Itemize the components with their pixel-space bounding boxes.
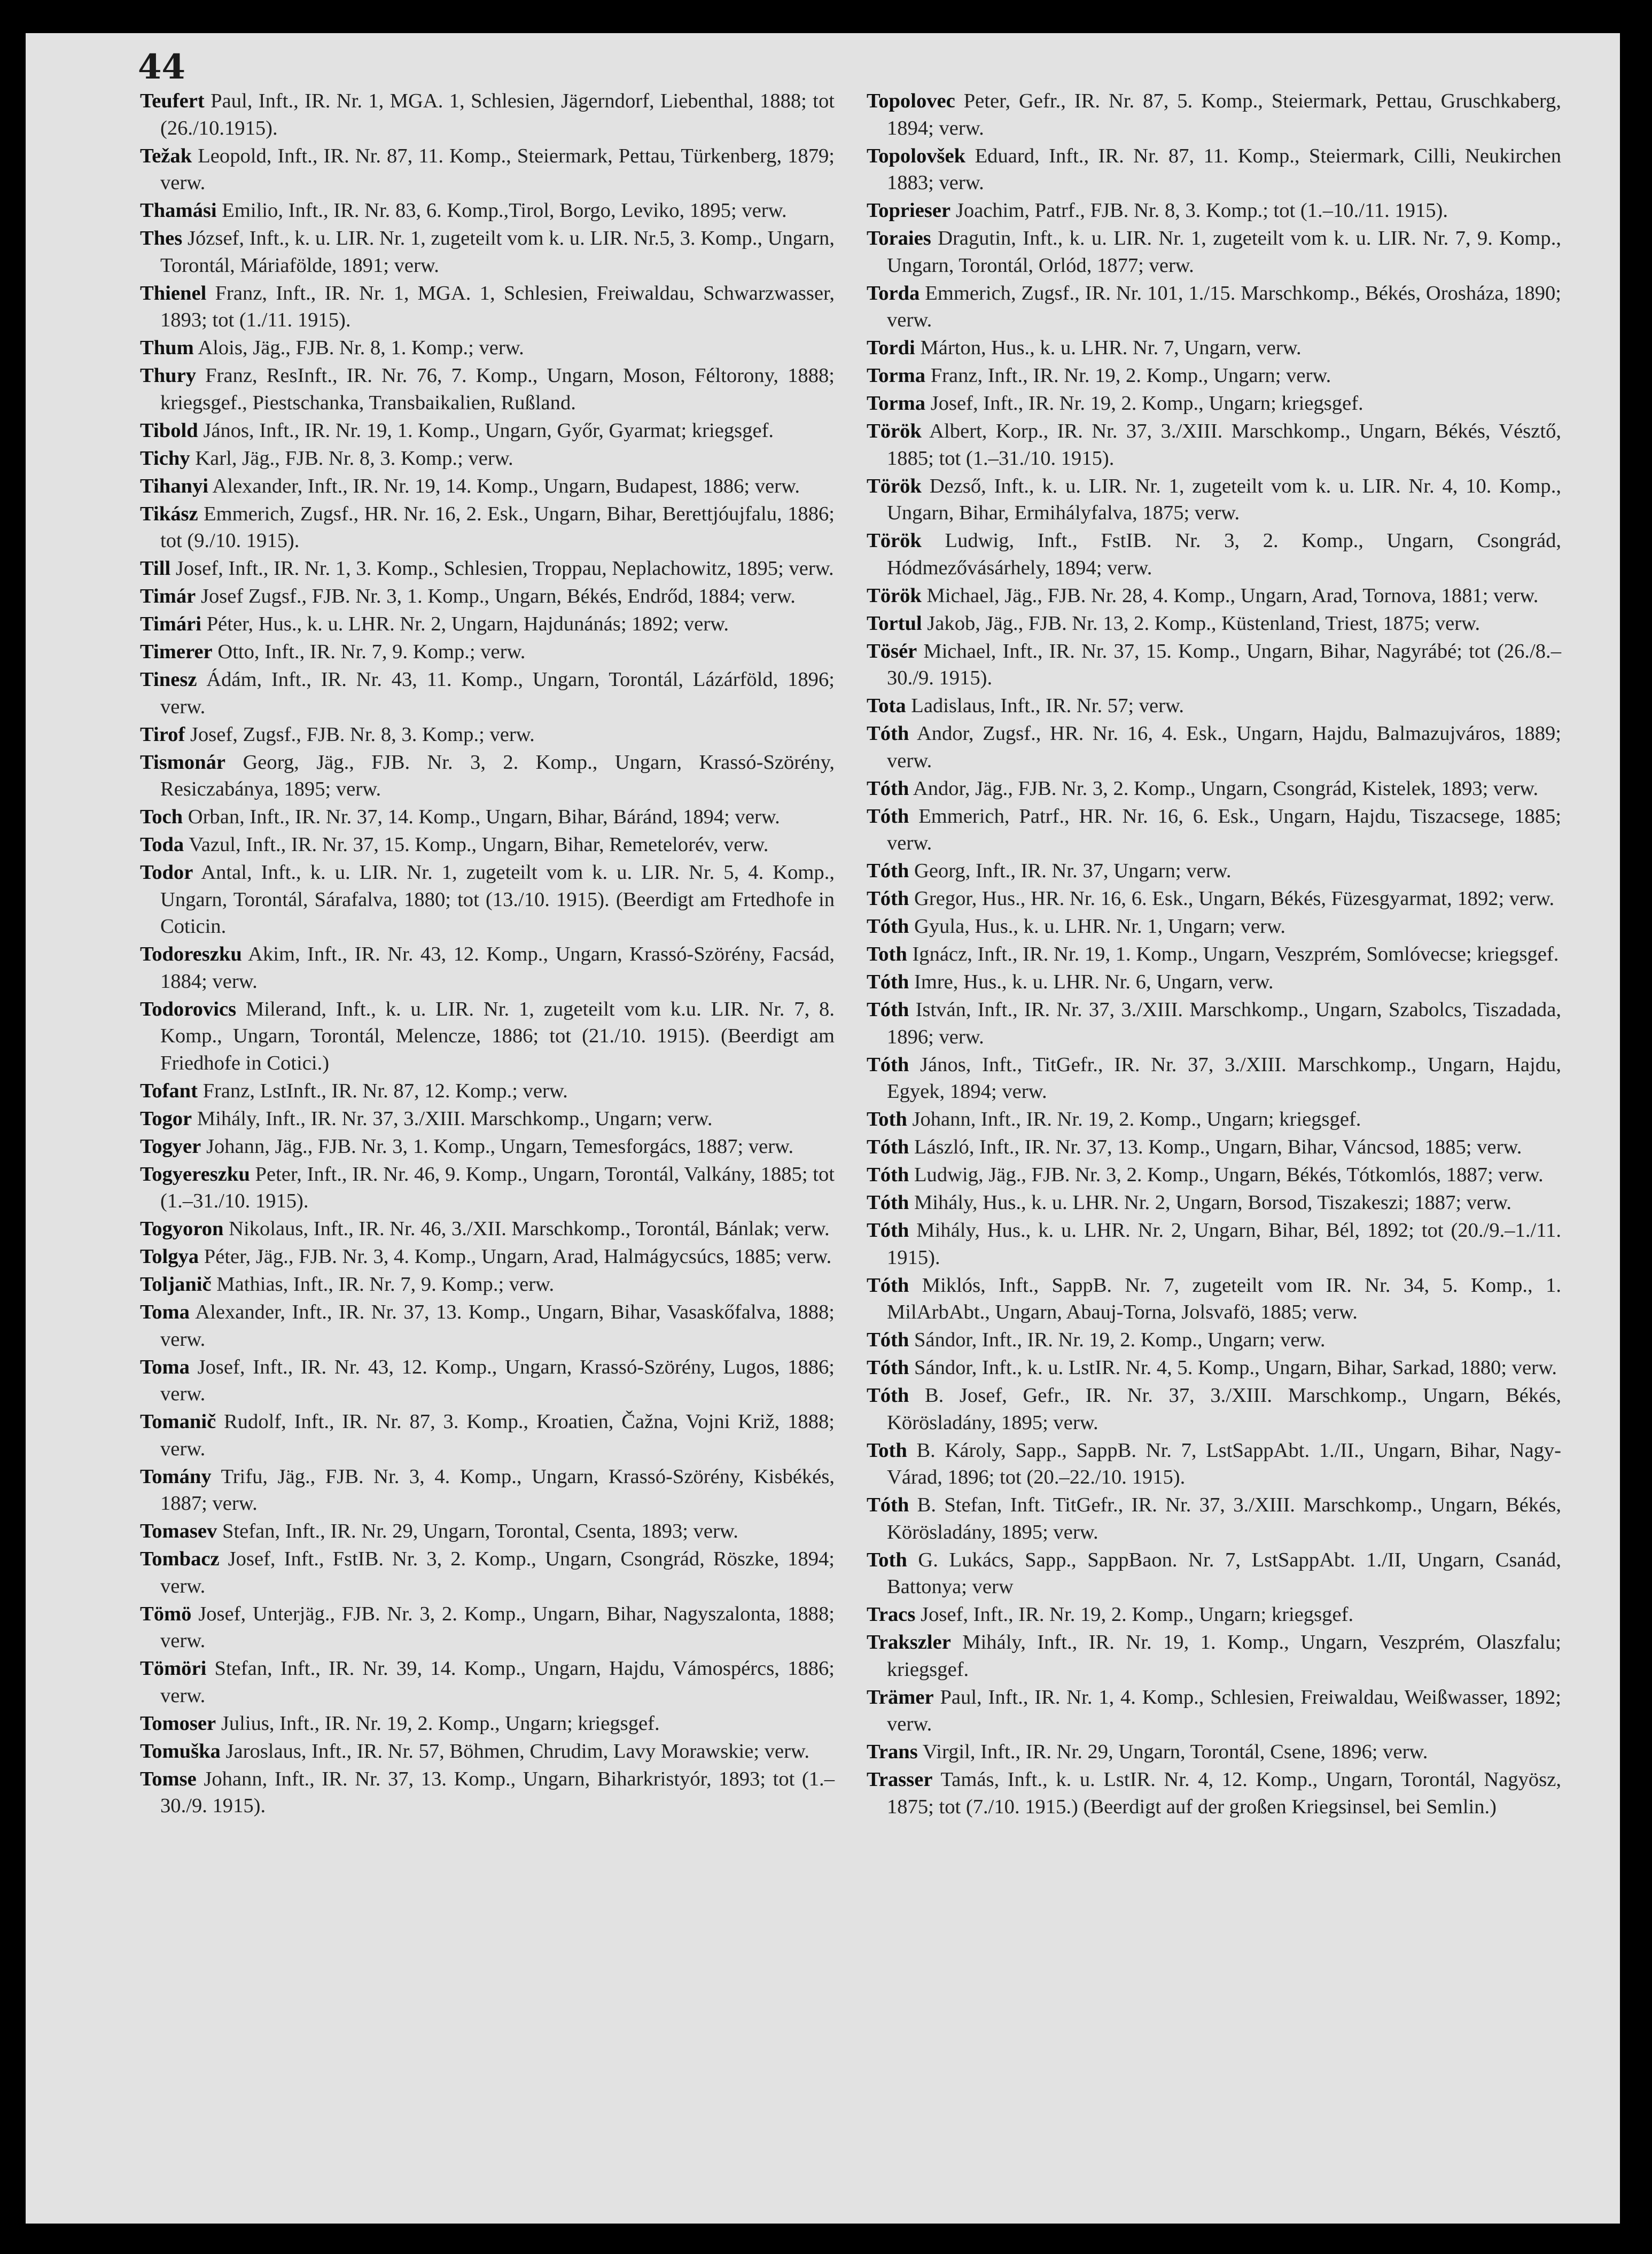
entry-surname: Tomoser [140, 1712, 216, 1735]
list-item [867, 610, 1561, 637]
entry-details: Gregor, Hus., HR. Nr. 16, 6. Esk., Ungarn, Békés, Füzesgyarmat, 1892; verw. [914, 887, 1555, 910]
entry-surname: Tordi [867, 337, 915, 359]
list-item [140, 1766, 835, 1820]
entry-details: Emmerich, Zugsf., HR. Nr. 16, 2. Esk., Ungarn, Bihar, Berettjóujfalu, 1886; tot (9./10. 1915). [160, 502, 835, 552]
list-item [140, 638, 835, 666]
entry-details: Miklós, Inft., SappB. Nr. 7, zugeteilt vom IR. Nr. 34, 5. Komp., 1. MilArbAbt., Ungarn, Abauj-Torna, Jolsvafö, 1885; verw. [887, 1274, 1561, 1323]
entry-details: Márton, Hus., k. u. LHR. Nr. 7, Ungarn, verw. [920, 337, 1302, 359]
list-item [140, 280, 835, 334]
list-item [867, 473, 1561, 527]
entry-details: Franz, Inft., IR. Nr. 1, MGA. 1, Schlesien, Freiwaldau, Schwarzwasser, 1893; tot (1./11. 1915). [160, 282, 835, 331]
entry-details: B. Stefan, Inft. TitGefr., IR. Nr. 37, 3./XIII. Marschkomp., Ungarn, Békés, Körösladány, 1895; verw. [887, 1494, 1562, 1543]
entry-surname: Toprieser [867, 199, 951, 222]
entry-surname: Tortul [867, 612, 922, 635]
entry-details: Emmerich, Zugsf., IR. Nr. 101, 1./15. Marschkomp., Békés, Orosháza, 1890; verw. [887, 282, 1561, 331]
entry-details: Sándor, Inft., k. u. LstIR. Nr. 4, 5. Komp., Ungarn, Bihar, Sarkad, 1880; verw. [914, 1356, 1557, 1379]
entry-surname: Togyereszku [140, 1163, 250, 1186]
entry-details: Dezső, Inft., k. u. LIR. Nr. 1, zugeteilt vom k. u. LIR. Nr. 4, 10. Komp., Ungarn, Bihar, Ermihályfalva, 1875; verw. [887, 474, 1561, 524]
list-item [867, 1547, 1561, 1601]
entry-surname: Tibold [140, 419, 198, 442]
entry-surname: Torma [867, 392, 926, 415]
entry-details: Emilio, Inft., IR. Nr. 83, 6. Komp.,Tirol, Borgo, Leviko, 1895; verw. [222, 199, 787, 222]
entry-details: Andor, Jäg., FJB. Nr. 3, 2. Komp., Ungarn, Csongrád, Kistelek, 1893; verw. [913, 777, 1539, 800]
entry-details: Mihály, Hus., k. u. LHR. Nr. 2, Ungarn, Borsod, Tiszakeszi; 1887; verw. [914, 1191, 1511, 1214]
list-item [867, 857, 1561, 885]
entry-details: Milerand, Inft., k. u. LIR. Nr. 1, zugeteilt vom k.u. LIR. Nr. 7, 8. Komp., Ungarn, Torontál, Melencze, 1886; tot (21./10. 1915). (Beerdigt am Friedhofe in Cotici.) [160, 997, 835, 1074]
entry-details: Nikolaus, Inft., IR. Nr. 46, 3./XII. Marschkomp., Torontál, Bánlak; verw. [229, 1218, 830, 1240]
entry-surname: Topolovšek [867, 144, 966, 167]
list-item [140, 334, 835, 362]
entry-details: Stefan, Inft., IR. Nr. 39, 14. Komp., Ungarn, Hajdu, Vámospércs, 1886; verw. [160, 1657, 835, 1707]
entry-surname: Todorovics [140, 997, 237, 1020]
entry-surname: Tösér [867, 639, 917, 662]
entry-surname: Todor [140, 861, 193, 884]
entry-details: Paul, Inft., IR. Nr. 1, MGA. 1, Schlesien, Jägerndorf, Liebenthal, 1888; tot (26./10.1915). [160, 90, 835, 139]
entry-surname: Thury [140, 364, 197, 387]
entry-surname: Topolovec [867, 90, 955, 112]
entry-surname: Tomasev [140, 1520, 217, 1542]
list-item [867, 418, 1561, 472]
entry-surname: Till [140, 557, 171, 580]
entry-surname: Török [867, 584, 922, 607]
entry-surname: Török [867, 529, 922, 552]
entry-surname: Tomuška [140, 1740, 221, 1762]
list-item [867, 1161, 1561, 1189]
entry-details: G. Lukács, Sapp., SappBaon. Nr. 7, LstSappAbt. 1./II, Ungarn, Csanád, Battonya; verw [887, 1548, 1561, 1598]
entry-details: Ludwig, Inft., FstIB. Nr. 3, 2. Komp., Ungarn, Csongrád, Hódmezővásárhely, 1894; verw. [887, 529, 1562, 579]
list-item [140, 445, 835, 472]
entry-surname: Thamási [140, 199, 217, 222]
entry-surname: Torma [867, 364, 926, 387]
entry-details: Joachim, Patrf., FJB. Nr. 8, 3. Komp.; tot (1.–10./11. 1915). [955, 199, 1448, 222]
list-item [867, 1106, 1561, 1133]
entry-surname: Tóth [867, 1191, 909, 1214]
entry-surname: Tihanyi [140, 474, 208, 497]
list-item [140, 1299, 835, 1353]
list-item [140, 941, 835, 995]
list-item [140, 1738, 835, 1765]
list-item [867, 1382, 1561, 1436]
list-item [140, 1078, 835, 1105]
list-item [867, 1272, 1561, 1326]
list-item [867, 88, 1561, 142]
entry-details: Josef, Inft., IR. Nr. 43, 12. Komp., Ungarn, Krassó-Szörény, Lugos, 1886; verw. [160, 1355, 835, 1405]
entry-details: Johann, Inft., IR. Nr. 19, 2. Komp., Ungarn; kriegsgef. [912, 1108, 1361, 1130]
entry-surname: Tracs [867, 1603, 916, 1626]
list-item [140, 1215, 835, 1243]
entry-details: Albert, Korp., IR. Nr. 37, 3./XIII. Marschkomp., Ungarn, Békés, Vésztő, 1885; tot (1.–31./10. 1915). [887, 420, 1562, 470]
entry-surname: Toma [140, 1355, 190, 1378]
list-item [140, 1546, 835, 1600]
entry-details: János, Inft., IR. Nr. 19, 1. Komp., Ungarn, Győr, Gyarmat; kriegsgef. [203, 419, 774, 442]
entry-details: Georg, Inft., IR. Nr. 37, Ungarn; verw. [914, 860, 1232, 882]
list-item [140, 583, 835, 610]
entry-surname: Tomány [140, 1465, 212, 1488]
entry-surname: Trakszler [867, 1631, 951, 1654]
entry-surname: Tóth [867, 1384, 909, 1407]
list-item [140, 1161, 835, 1215]
entry-details: Ludwig, Jäg., FJB. Nr. 3, 2. Komp., Ungarn, Békés, Tótkomlós, 1887; verw. [914, 1164, 1544, 1186]
entry-details: Orban, Inft., IR. Nr. 37, 14. Komp., Ungarn, Bihar, Báránd, 1894; verw. [188, 806, 780, 828]
list-item [140, 197, 835, 224]
entry-details: Michael, Inft., IR. Nr. 37, 15. Komp., Ungarn, Bihar, Nagyrábé; tot (26./8.–30./9. 1915). [887, 639, 1561, 689]
list-item [140, 473, 835, 500]
entry-surname: Tóth [867, 777, 909, 800]
entry-details: Mihály, Inft., IR. Nr. 19, 1. Komp., Ungarn, Veszprém, Olaszfalu; kriegsgef. [887, 1631, 1561, 1681]
list-item [867, 1134, 1561, 1161]
entry-surname: Török [867, 420, 922, 442]
entry-details: Georg, Jäg., FJB. Nr. 3, 2. Komp., Ungarn, Krassó-Szörény, Resiczabánya, 1895; verw. [160, 751, 835, 800]
list-item [867, 1354, 1561, 1382]
entry-details: Josef, Unterjäg., FJB. Nr. 3, 2. Komp., Ungarn, Bihar, Nagyszalonta, 1888; verw. [160, 1602, 835, 1652]
entry-surname: Tomse [140, 1767, 197, 1790]
entry-details: Alexander, Inft., IR. Nr. 19, 14. Komp., Ungarn, Budapest, 1886; verw. [212, 474, 800, 497]
entry-surname: Toth [867, 943, 907, 965]
entry-details: Stefan, Inft., IR. Nr. 29, Ungarn, Torontal, Csenta, 1893; verw. [222, 1520, 738, 1542]
entry-surname: Tirof [140, 723, 185, 746]
entry-surname: Torda [867, 282, 920, 305]
list-item [867, 527, 1561, 581]
entry-surname: Todoreszku [140, 943, 242, 965]
list-item [140, 225, 835, 279]
entry-surname: Thum [140, 337, 194, 359]
entry-surname: Tolgya [140, 1245, 199, 1268]
entry-details: Josef, Inft., IR. Nr. 19, 2. Komp., Ungarn; kriegsgef. [930, 392, 1363, 415]
list-item [867, 197, 1561, 224]
entry-surname: Tóth [867, 722, 909, 745]
list-item [867, 1601, 1561, 1628]
entry-details: Rudolf, Inft., IR. Nr. 87, 3. Komp., Kroatien, Čažna, Vojni Križ, 1888; verw. [160, 1410, 835, 1460]
entry-details: Sándor, Inft., IR. Nr. 19, 2. Komp., Ungarn; verw. [914, 1329, 1326, 1351]
entry-details: Dragutin, Inft., k. u. LIR. Nr. 1, zugeteilt vom k. u. LIR. Nr. 7, 9. Komp., Ungarn, Torontál, Orlód, 1877; verw. [887, 227, 1561, 277]
entry-surname: Trans [867, 1741, 918, 1763]
entry-surname: Trämer [867, 1686, 934, 1709]
entry-surname: Tóth [867, 1329, 909, 1351]
list-item [140, 1601, 835, 1655]
list-item [867, 225, 1561, 279]
entry-surname: Tichy [140, 447, 190, 470]
list-item [867, 941, 1561, 968]
entry-details: Josef Zugsf., FJB. Nr. 3, 1. Komp., Ungarn, Békés, Endrőd, 1884; verw. [200, 585, 796, 607]
entry-details: Karl, Jäg., FJB. Nr. 8, 3. Komp.; verw. [195, 447, 513, 470]
entry-details: Peter, Inft., IR. Nr. 46, 9. Komp., Ungarn, Torontál, Valkány, 1885; tot (1.–31./10. 1915). [160, 1163, 835, 1212]
entry-details: Mathias, Inft., IR. Nr. 7, 9. Komp.; verw. [216, 1273, 555, 1296]
list-item [867, 803, 1561, 857]
entry-surname: Tóth [867, 805, 909, 828]
list-item [867, 362, 1561, 389]
entry-details: Alois, Jäg., FJB. Nr. 8, 1. Komp.; verw. [198, 337, 524, 359]
list-item [867, 1684, 1561, 1738]
list-item [140, 501, 835, 555]
entry-surname: Tota [867, 695, 906, 717]
entry-details: Péter, Hus., k. u. LHR. Nr. 2, Ungarn, Hajdunánás; 1892; verw. [206, 613, 729, 635]
list-item [867, 885, 1561, 912]
list-item [140, 1133, 835, 1160]
list-item [140, 804, 835, 831]
entry-surname: Tóth [867, 1164, 909, 1186]
list-item [867, 1738, 1561, 1766]
list-item [867, 692, 1561, 720]
entry-details: Virgil, Inft., IR. Nr. 29, Ungarn, Torontál, Csene, 1896; verw. [922, 1741, 1428, 1763]
entry-surname: Tinesz [140, 668, 197, 691]
entry-details: István, Inft., IR. Nr. 37, 3./XIII. Marschkomp., Ungarn, Szabolcs, Tiszadada, 1896; verw. [887, 999, 1561, 1048]
page-number: 44 [138, 47, 186, 87]
list-item [140, 831, 835, 859]
list-item [867, 1766, 1561, 1820]
entry-details: Johann, Jäg., FJB. Nr. 3, 1. Komp., Ungarn, Temesforgács, 1887; verw. [206, 1135, 794, 1158]
entry-surname: Toth [867, 1439, 907, 1462]
list-item [140, 1710, 835, 1737]
entry-details: Franz, ResInft., IR. Nr. 76, 7. Komp., Ungarn, Moson, Féltorony, 1888; kriegsgef., Piestschanka, Transbaikalien, Rußland. [160, 364, 835, 414]
entry-details: Ignácz, Inft., IR. Nr. 19, 1. Komp., Ungarn, Veszprém, Somlóvecse; kriegsgef. [912, 943, 1559, 965]
list-item [140, 1463, 835, 1517]
list-item [140, 1105, 835, 1133]
entry-details: Alexander, Inft., IR. Nr. 37, 13. Komp., Ungarn, Bihar, Vasaskőfalva, 1888; verw. [160, 1301, 835, 1351]
entry-details: Josef, Inft., IR. Nr. 1, 3. Komp., Schlesien, Troppau, Neplachowitz, 1895; verw. [175, 557, 834, 580]
entry-surname: Tóth [867, 915, 909, 938]
entry-details: B. Károly, Sapp., SappB. Nr. 7, LstSappAbt. 1./II., Ungarn, Bihar, Nagy-Várad, 1896; tot (20.–22./10. 1915). [887, 1439, 1561, 1488]
list-item [867, 638, 1561, 692]
entry-surname: Toth [867, 1108, 907, 1130]
list-item [867, 1217, 1561, 1271]
entry-surname: Tóth [867, 887, 909, 910]
column-right [867, 88, 1561, 1821]
entry-surname: Tóth [867, 1356, 909, 1379]
list-item [867, 1189, 1561, 1216]
entry-details: Akim, Inft., IR. Nr. 43, 12. Komp., Ungarn, Krassó-Szörény, Facsád, 1884; verw. [160, 943, 835, 993]
entry-details: Paul, Inft., IR. Nr. 1, 4. Komp., Schlesien, Freiwaldau, Weißwasser, 1892; verw. [887, 1686, 1561, 1735]
entry-surname: Timerer [140, 641, 213, 663]
list-item [140, 1243, 835, 1270]
entry-surname: Tikász [140, 502, 198, 525]
list-item [140, 1655, 835, 1709]
entry-surname: Tóth [867, 1219, 909, 1242]
list-item [140, 555, 835, 582]
entry-surname: Thienel [140, 282, 207, 305]
entry-details: Johann, Inft., IR. Nr. 37, 13. Komp., Ungarn, Biharkristyór, 1893; tot (1.–30./9. 1915). [160, 1767, 835, 1817]
list-item [867, 1327, 1561, 1354]
entry-surname: Tömöri [140, 1657, 207, 1680]
entry-surname: Török [867, 474, 922, 497]
list-item [867, 390, 1561, 417]
list-item [140, 859, 835, 940]
entry-details: László, Inft., IR. Nr. 37, 13. Komp., Ungarn, Bihar, Váncsod, 1885; verw. [914, 1136, 1522, 1158]
entry-details: Franz, LstInft., IR. Nr. 87, 12. Komp.; verw. [202, 1079, 568, 1102]
list-item [867, 1629, 1561, 1683]
entry-surname: Thes [140, 227, 183, 249]
list-item [867, 913, 1561, 940]
list-item [867, 1492, 1561, 1546]
list-item [867, 720, 1561, 774]
list-item [867, 143, 1561, 197]
entry-details: Mihály, Hus., k. u. LHR. Nr. 2, Ungarn, Bihar, Bél, 1892; tot (20./9.–1./11. 1915). [887, 1219, 1561, 1269]
list-item [140, 362, 835, 416]
entry-details: Trifu, Jäg., FJB. Nr. 3, 4. Komp., Ungarn, Krassó-Szörény, Kisbékés, 1887; verw. [160, 1465, 835, 1515]
list-item [867, 582, 1561, 610]
column-left [140, 88, 835, 1820]
entry-surname: Teufert [140, 90, 205, 112]
entry-surname: Timár [140, 585, 196, 607]
list-item [867, 1051, 1561, 1105]
entry-surname: Toraies [867, 227, 931, 249]
entry-surname: Tofant [140, 1079, 198, 1102]
list-item [140, 1271, 835, 1298]
entry-surname: Toljanič [140, 1273, 212, 1296]
list-item [140, 1354, 835, 1408]
entry-surname: Trasser [867, 1768, 933, 1791]
entry-details: Antal, Inft., k. u. LIR. Nr. 1, zugeteilt vom k. u. LIR. Nr. 5, 4. Komp., Ungarn, Torontál, Sárafalva, 1880; tot (13./10. 1915). (Beerdigt am Frtedhofe in Coticin. [160, 861, 835, 938]
entry-details: Peter, Gefr., IR. Nr. 87, 5. Komp., Steiermark, Pettau, Gruschkaberg, 1894; verw. [887, 90, 1561, 139]
entry-surname: Tóth [867, 999, 909, 1021]
list-item [867, 996, 1561, 1050]
entry-details: B. Josef, Gefr., IR. Nr. 37, 3./XIII. Marschkomp., Ungarn, Békés, Körösladány, 1895; verw. [887, 1384, 1561, 1434]
entry-surname: Tombacz [140, 1548, 220, 1570]
entry-details: Péter, Jäg., FJB. Nr. 3, 4. Komp., Ungarn, Arad, Halmágycsúcs, 1885; verw. [204, 1245, 832, 1268]
entry-details: Michael, Jäg., FJB. Nr. 28, 4. Komp., Ungarn, Arad, Tornova, 1881; verw. [926, 584, 1539, 607]
entry-surname: Tóth [867, 1274, 909, 1297]
entry-details: Josef, Zugsf., FJB. Nr. 8, 3. Komp.; verw. [190, 723, 535, 746]
entry-details: Otto, Inft., IR. Nr. 7, 9. Komp.; verw. [217, 641, 526, 663]
entry-details: Tamás, Inft., k. u. LstIR. Nr. 4, 12. Komp., Ungarn, Torontál, Nagyösz, 1875; tot (7./10. 1915.) (Beerdigt auf der großen Kriegsinsel, bei Semlin.) [887, 1768, 1561, 1818]
list-item [140, 666, 835, 720]
list-item [867, 280, 1561, 334]
entry-surname: Toma [140, 1301, 190, 1323]
entry-surname: Toch [140, 806, 183, 828]
list-item [140, 996, 835, 1077]
list-item [140, 417, 835, 444]
list-item [140, 749, 835, 803]
entry-details: Ladislaus, Inft., IR. Nr. 57; verw. [911, 695, 1184, 717]
entry-surname: Toth [867, 1548, 907, 1571]
list-item [867, 1437, 1561, 1491]
entry-details: Josef, Inft., FstIB. Nr. 3, 2. Komp., Ungarn, Csongrád, Röszke, 1894; verw. [160, 1548, 835, 1597]
entry-details: Julius, Inft., IR. Nr. 19, 2. Komp., Ungarn; kriegsgef. [221, 1712, 660, 1735]
entry-details: Mihály, Inft., IR. Nr. 37, 3./XIII. Marschkomp., Ungarn; verw. [197, 1107, 713, 1130]
entry-surname: Timári [140, 613, 202, 635]
list-item [140, 721, 835, 748]
entry-details: Leopold, Inft., IR. Nr. 87, 11. Komp., Steiermark, Pettau, Türkenberg, 1879; verw. [160, 144, 835, 194]
entry-surname: Togyer [140, 1135, 201, 1158]
entry-details: Josef, Inft., IR. Nr. 19, 2. Komp., Ungarn; kriegsgef. [921, 1603, 1354, 1626]
entry-details: Jakob, Jäg., FJB. Nr. 13, 2. Komp., Küstenland, Triest, 1875; verw. [927, 612, 1480, 635]
list-item [140, 143, 835, 197]
entry-surname: Tömö [140, 1602, 192, 1625]
entry-surname: Tóth [867, 1053, 909, 1076]
entry-surname: Togor [140, 1107, 192, 1130]
entry-details: Imre, Hus., k. u. LHR. Nr. 6, Ungarn, verw. [914, 971, 1274, 993]
entry-surname: Tomanič [140, 1410, 216, 1433]
list-item [140, 1408, 835, 1462]
list-item [140, 611, 835, 638]
entry-details: Eduard, Inft., IR. Nr. 87, 11. Komp., Steiermark, Cilli, Neukirchen 1883; verw. [887, 144, 1562, 194]
entry-surname: Tismonár [140, 751, 226, 774]
entry-surname: Toda [140, 833, 184, 856]
entry-details: Franz, Inft., IR. Nr. 19, 2. Komp., Ungarn; verw. [930, 364, 1331, 387]
entry-details: Ádám, Inft., IR. Nr. 43, 11. Komp., Ungarn, Torontál, Lázárföld, 1896; verw. [160, 668, 835, 718]
entry-details: Vazul, Inft., IR. Nr. 37, 15. Komp., Ungarn, Bihar, Remetelorév, verw. [189, 833, 769, 856]
entry-surname: Tóth [867, 860, 909, 882]
entry-details: József, Inft., k. u. LIR. Nr. 1, zugeteilt vom k. u. LIR. Nr.5, 3. Komp., Ungarn, Torontál, Máriafölde, 1891; verw. [160, 227, 835, 277]
entry-surname: Tóth [867, 1494, 909, 1516]
list-item [867, 334, 1561, 362]
entry-surname: Težak [140, 144, 192, 167]
list-item [140, 1518, 835, 1545]
list-item [140, 88, 835, 142]
list-item [867, 775, 1561, 802]
entry-details: Gyula, Hus., k. u. LHR. Nr. 1, Ungarn; verw. [914, 915, 1286, 938]
entry-details: János, Inft., TitGefr., IR. Nr. 37, 3./XIII. Marschkomp., Ungarn, Hajdu, Egyek, 1894; verw. [887, 1053, 1561, 1103]
entry-surname: Tóth [867, 971, 909, 993]
entry-details: Jaroslaus, Inft., IR. Nr. 57, Böhmen, Chrudim, Lavy Morawskie; verw. [225, 1740, 810, 1762]
entry-surname: Tóth [867, 1136, 909, 1158]
entry-details: Emmerich, Patrf., HR. Nr. 16, 6. Esk., Ungarn, Hajdu, Tiszacsege, 1885; verw. [887, 805, 1561, 854]
entry-details: Andor, Zugsf., HR. Nr. 16, 4. Esk., Ungarn, Hajdu, Balmazujváros, 1889; verw. [887, 722, 1562, 772]
entry-surname: Togyoron [140, 1218, 224, 1240]
list-item [867, 969, 1561, 996]
